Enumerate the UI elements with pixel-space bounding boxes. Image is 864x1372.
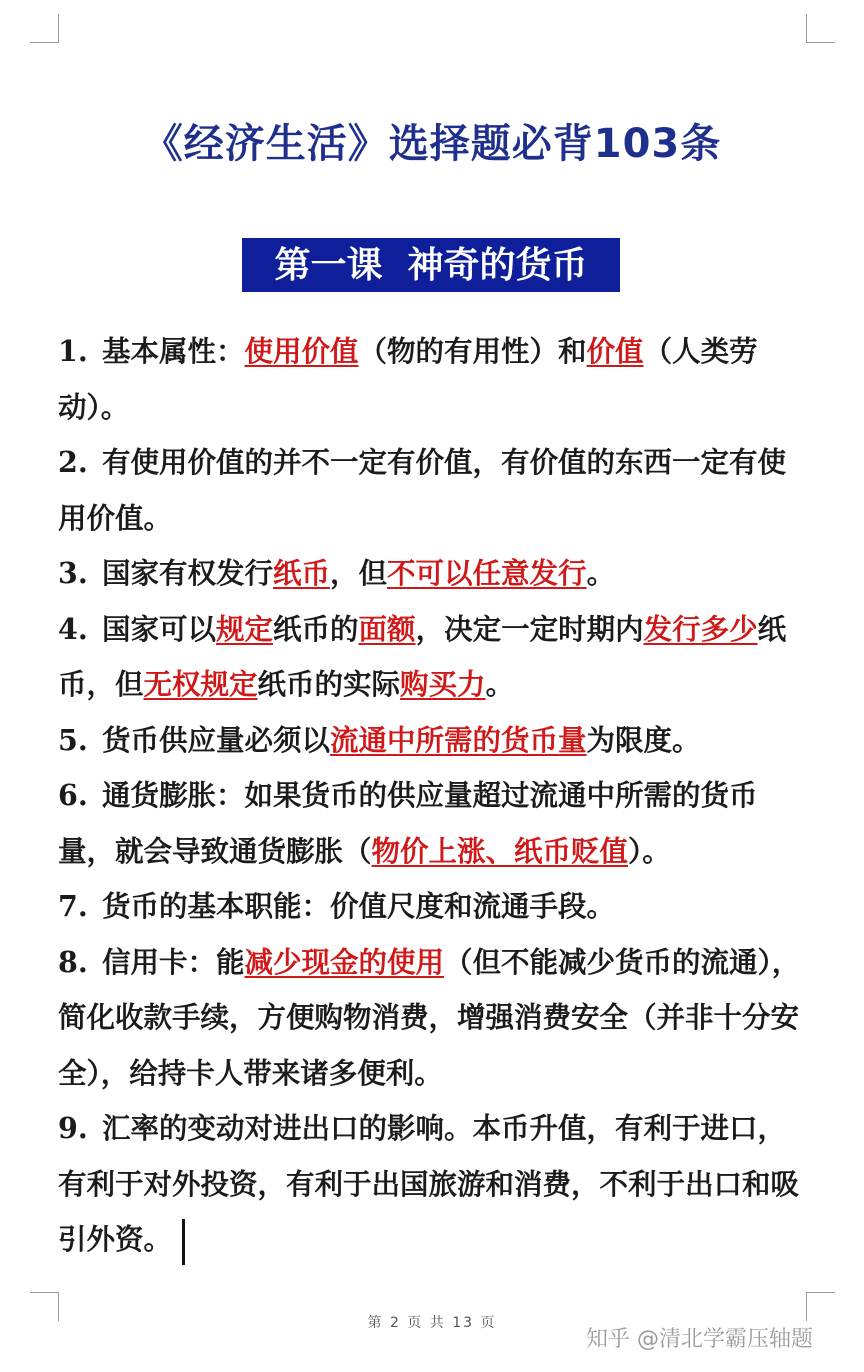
item-list bbox=[58, 324, 802, 1268]
page-footer: 第 2 页 共 13 页 bbox=[367, 1315, 497, 1331]
list-item: 2. 有使用价值的并不一定有价值，有价值的东西一定有使用价值。 bbox=[58, 445, 787, 535]
watermark: 知乎 @清北学霸压轴题 bbox=[586, 1327, 813, 1352]
list-item: 8. 信用卡：能减少现金的使用（但不能减少货币的流通），简化收款手续，方便购物消费，增强消费安全（并非十分安全），给持卡人带来诸多便利。 bbox=[58, 944, 801, 1090]
text-cursor bbox=[182, 1219, 185, 1265]
list-item: 6. 通货膨胀：如果货币的供应量超过流通中所需的货币量，就会导致通货膨胀（物价上涨、纸币贬值）。 bbox=[58, 778, 758, 868]
lesson-header: 第一课 神奇的货币 bbox=[242, 238, 620, 292]
list-item: 1. 基本属性：使用价值（物的有用性）和价值（人类劳动）。 bbox=[58, 334, 758, 424]
list-item: 4. 国家可以规定纸币的面额，决定一定时期内发行多少纸币，但无权规定纸币的实际购买力。 bbox=[58, 611, 787, 701]
crop-mark-top-left bbox=[30, 14, 59, 43]
crop-mark-top-right bbox=[806, 14, 835, 43]
list-item: 9. 汇率的变动对进出口的影响。本币升值，有利于进口，有利于对外投资，有利于出国旅游和消费，不利于出口和吸引外资。 bbox=[58, 1101, 802, 1268]
list-item: 5. 货币供应量必须以流通中所需的货币量为限度。 bbox=[58, 722, 701, 757]
document-title: 《经济生活》选择题必背103条 bbox=[142, 121, 722, 167]
list-item: 7. 货币的基本职能：价值尺度和流通手段。 bbox=[58, 889, 616, 923]
list-item: 3. 国家有权发行纸币，但不可以任意发行。 bbox=[58, 556, 616, 590]
